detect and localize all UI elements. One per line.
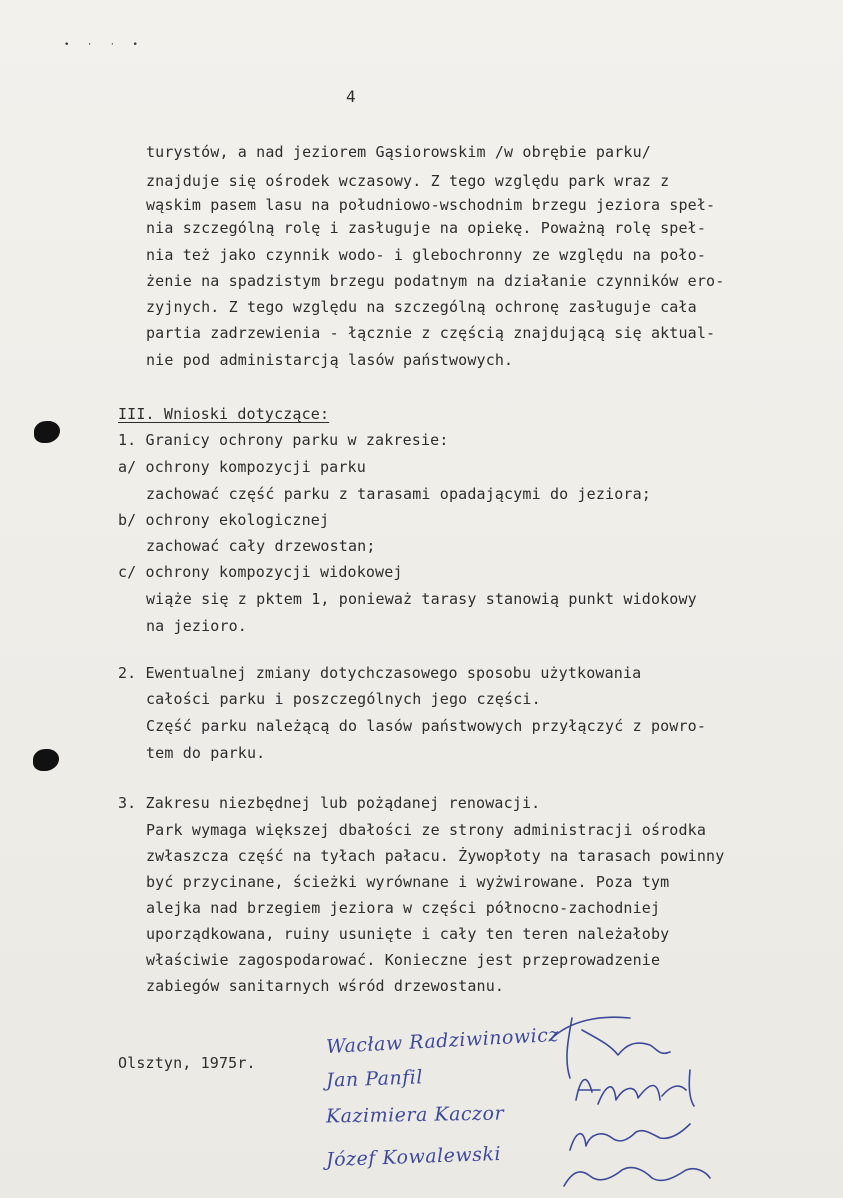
text-line: alejka nad brzegiem jeziora w części północno-zachodniej bbox=[146, 899, 661, 917]
text-line: partia zadrzewienia - łącznie z częścią znajdującą się aktual- bbox=[146, 324, 716, 342]
corner-marks: • · · • bbox=[64, 40, 144, 50]
page-number: 4 bbox=[346, 87, 356, 106]
text-line: wąskim pasem lasu na południowo-wschodnim brzegu jeziora speł- bbox=[146, 196, 716, 214]
list-item-title: 1. Granicy ochrony parku w zakresie: bbox=[118, 431, 449, 449]
sub-item-title: c/ ochrony kompozycji widokowej bbox=[118, 563, 403, 581]
text-line: całości parku i poszczególnych jego części. bbox=[146, 690, 541, 708]
place-date: Olsztyn, 1975r. bbox=[118, 1054, 256, 1072]
signatory-name: Wacław Radziwinowicz bbox=[325, 1023, 560, 1059]
section-heading: III. Wnioski dotyczące: bbox=[118, 405, 330, 423]
text-line: nia szczególną rolę i zasługuje na opiekę. Poważną rolę speł- bbox=[146, 219, 707, 237]
text-line: zabiegów sanitarnych wśród drzewostanu. bbox=[146, 977, 505, 995]
signatory-name: Kazimiera Kaczor bbox=[325, 1102, 505, 1128]
list-item-title: 3. Zakresu niezbędnej lub pożądanej renowacji. bbox=[118, 794, 541, 812]
text-line: zyjnych. Z tego względu na szczególną ochronę zasługuje cała bbox=[146, 298, 697, 316]
sub-item-text: na jezioro. bbox=[146, 617, 247, 635]
sub-item-text: zachować cały drzewostan; bbox=[146, 537, 376, 555]
text-line: właściwie zagospodarować. Konieczne jest przeprowadzenie bbox=[146, 951, 661, 969]
text-line: nia też jako czynnik wodo- i glebochronny ze względu na poło- bbox=[146, 246, 707, 264]
text-line: turystów, a nad jeziorem Gąsiorowskim /w obrębie parku/ bbox=[146, 143, 651, 161]
punch-hole-mark bbox=[34, 421, 60, 443]
sub-item-text: wiąże się z pktem 1, ponieważ tarasy stanowią punkt widokowy bbox=[146, 590, 697, 608]
text-line: nie pod administarcją lasów państwowych. bbox=[146, 351, 514, 369]
text-line: żenie na spadzistym brzegu podatnym na działanie czynników ero- bbox=[146, 272, 725, 290]
text-line: Park wymaga większej dbałości ze strony administracji ośrodka bbox=[146, 821, 707, 839]
list-item-title: 2. Ewentualnej zmiany dotychczasowego sposobu użytkowania bbox=[118, 664, 642, 682]
text-line: uporządkowana, ruiny usunięte i cały ten teren należałoby bbox=[146, 925, 670, 943]
text-line: zwłaszcza część na tyłach pałacu. Żywopłoty na tarasach powinny bbox=[146, 847, 725, 865]
text-line: Część parku należącą do lasów państwowych przyłączyć z powro- bbox=[146, 717, 707, 735]
sub-item-text: zachować część parku z tarasami opadającymi do jeziora; bbox=[146, 485, 651, 503]
signatory-name: Józef Kowalewski bbox=[325, 1142, 502, 1172]
text-line: być przycinane, ścieżki wyrównane i wyżwirowane. Poza tym bbox=[146, 873, 670, 891]
signatory-name: Jan Panfil bbox=[325, 1066, 424, 1092]
text-line: tem do parku. bbox=[146, 744, 266, 762]
sub-item-title: a/ ochrony kompozycji parku bbox=[118, 458, 366, 476]
text-line: znajduje się ośrodek wczasowy. Z tego względu park wraz z bbox=[146, 172, 670, 190]
sub-item-title: b/ ochrony ekologicznej bbox=[118, 511, 330, 529]
punch-hole-mark bbox=[33, 749, 59, 771]
handwritten-signatures bbox=[540, 1000, 720, 1190]
